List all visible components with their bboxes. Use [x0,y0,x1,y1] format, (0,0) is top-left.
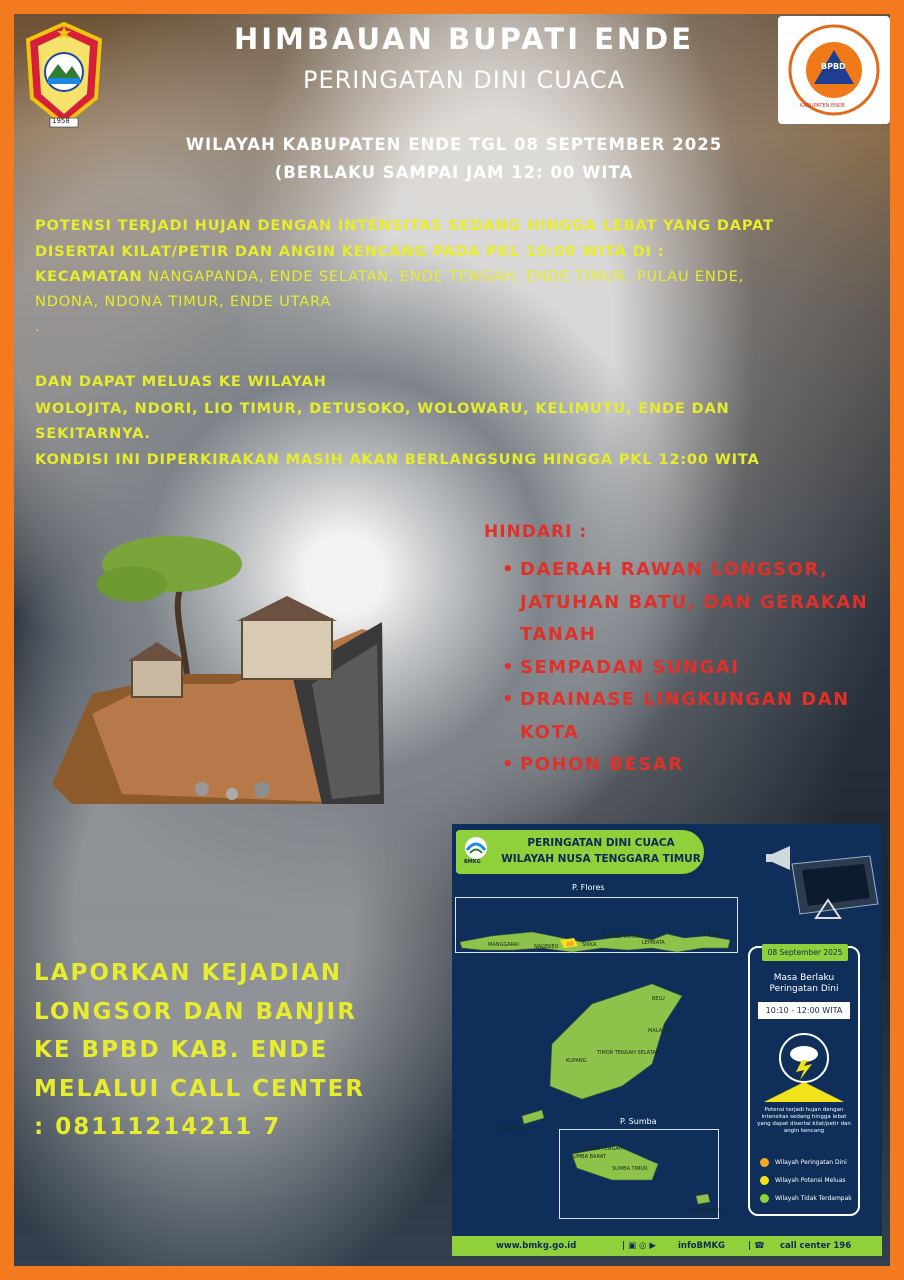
map-label: ROTE NDAO [494,1126,524,1132]
social-icons: | ▣ ◎ ▶ [622,1241,656,1251]
ntt-map [452,824,752,1244]
bmkg-footer [452,1236,882,1256]
separator-dot: . [35,318,41,335]
region-date-line: WILAYAH KABUPATEN ENDE TGL 08 SEPTEMBER 2025 [185,135,723,154]
map-label: NAGEKEO [534,944,559,950]
legend-item [760,1158,847,1167]
phone-icon: | ☎ [748,1241,765,1251]
kecamatan-label: KECAMATAN [35,268,143,285]
map-label: SUMBA TENGAH [582,1146,623,1152]
legend-item [760,1176,846,1185]
avoid-item: • SEMPADAN SUNGAI [500,652,890,685]
flores-label: P. Flores [572,883,605,892]
map-label: BELU [652,996,665,1002]
bmkg-title-2: WILAYAH NUSA TENGGARA TIMUR [501,853,701,865]
legend-dot-icon [760,1176,769,1185]
landslide-illustration [32,524,392,814]
poster-subtitle: PERINGATAN DINI CUACA [302,66,625,94]
avoid-item: • DAERAH RAWAN LONGSOR, JATUHAN BATU, DAN GERAKAN TANAH [500,554,890,652]
map-label: SUMBA BARAT [570,1154,606,1160]
bmkg-warning-infographic [452,824,882,1256]
storm-cloud-icon [756,1032,852,1104]
spread-line-3: SEKITARNYA. [35,425,151,442]
validity-title-2: Peringatan Dini [769,984,839,994]
validity-title [750,973,858,995]
map-label: SIKKA [582,942,597,948]
map-label: LEMBATA [642,940,665,946]
report-call-to-action: LAPORKAN KEJADIAN LONGSOR DAN BANJIR KE BPBD KAB. ENDE MELALUI CALL CENTER : 08111214211 7 [34,960,366,1140]
validity-title-1: Masa Berlaku [773,973,835,983]
call-center[interactable]: call center 196 [780,1241,852,1251]
poster [14,14,890,1266]
validity-panel [748,946,860,1216]
map-label: TIMOR TENGAH SELATAN [597,1050,660,1056]
ende-regency-logo [22,20,106,130]
map-label: SUMBA TIMUR [612,1166,648,1172]
bmkg-logo-text: BMKG [464,859,481,865]
logo-year: 1958 [52,117,70,125]
bpbd-name: BPBD [821,62,846,71]
legend-label: Wilayah Potensi Meluas [775,1177,846,1184]
warning-date: 08 September 2025 [762,944,848,961]
kecamatan-list-1: NANGAPANDA, ENDE SELATAN, ENDE TENGAH, ENDE TIMUR, PULAU ENDE, [142,268,745,285]
legend-item [760,1194,852,1203]
megaphone-laptop-icon [752,834,880,934]
warning-line-2: DISERTAI KILAT/PETIR DAN ANGIN KENCANG PADA PKL 10:00 WITA DI : [35,243,665,260]
avoid-item: • DRAINASE LINGKUNGAN DAN KOTA [500,684,890,749]
avoid-title: HINDARI : [484,522,588,542]
warning-line-1: POTENSI TERJADI HUJAN DENGAN INTENSITAS SEDANG HINGGA LEBAT YANG DAPAT [35,217,774,234]
sumba-label: P. Sumba [620,1117,657,1126]
spread-line-1: DAN DAPAT MELUAS KE WILAYAH [35,373,327,390]
time-range: 10:10 - 12:00 WITA [758,1002,850,1019]
legend-label: Wilayah Peringatan Dini [775,1159,847,1166]
spread-line-2: WOLOJITA, NDORI, LIO TIMUR, DETUSOKO, WOLOWARU, KELIMUTU, ENDE DAN [35,400,730,417]
risk-description: Potensi terjadi hujan dengan intensitas sedang hingga lebat yang dapat disertai kilat/petir dan angin kencang [757,1107,851,1134]
map-label: KUPANG [566,1058,587,1064]
validity-line: (BERLAKU SAMPAI JAM 12: 00 WITA [274,163,634,182]
map-label: ALOR [707,933,721,939]
avoid-item: • POHON BESAR [500,749,890,782]
map-label: MANGGARAI [488,942,519,948]
bpbd-sub: KABUPATEN ENDE [800,103,845,109]
bpbd-logo [778,16,890,124]
legend-dot-icon [760,1194,769,1203]
bmkg-title-1: PERINGATAN DINI CUACA [527,837,675,849]
kecamatan-line [35,268,744,285]
legend-dot-icon [760,1158,769,1167]
map-label: MALAKA [648,1028,669,1034]
duration-line: KONDISI INI DIPERKIRAKAN MASIH AKAN BERLANGSUNG HINGGA PKL 12:00 WITA [35,451,760,468]
avoid-list [500,554,890,782]
map-label: SABU RAIJUA [690,1208,723,1214]
kecamatan-list-2: NDONA, NDONA TIMUR, ENDE UTARA [35,293,332,310]
map-label: FLORES TIMUR [602,934,639,940]
website-link[interactable]: www.bmkg.go.id [496,1241,577,1251]
poster-title: HIMBAUAN BUPATI ENDE [233,22,695,56]
legend-label: Wilayah Tidak Terdampak [775,1195,852,1202]
social-handle[interactable]: infoBMKG [678,1241,726,1251]
